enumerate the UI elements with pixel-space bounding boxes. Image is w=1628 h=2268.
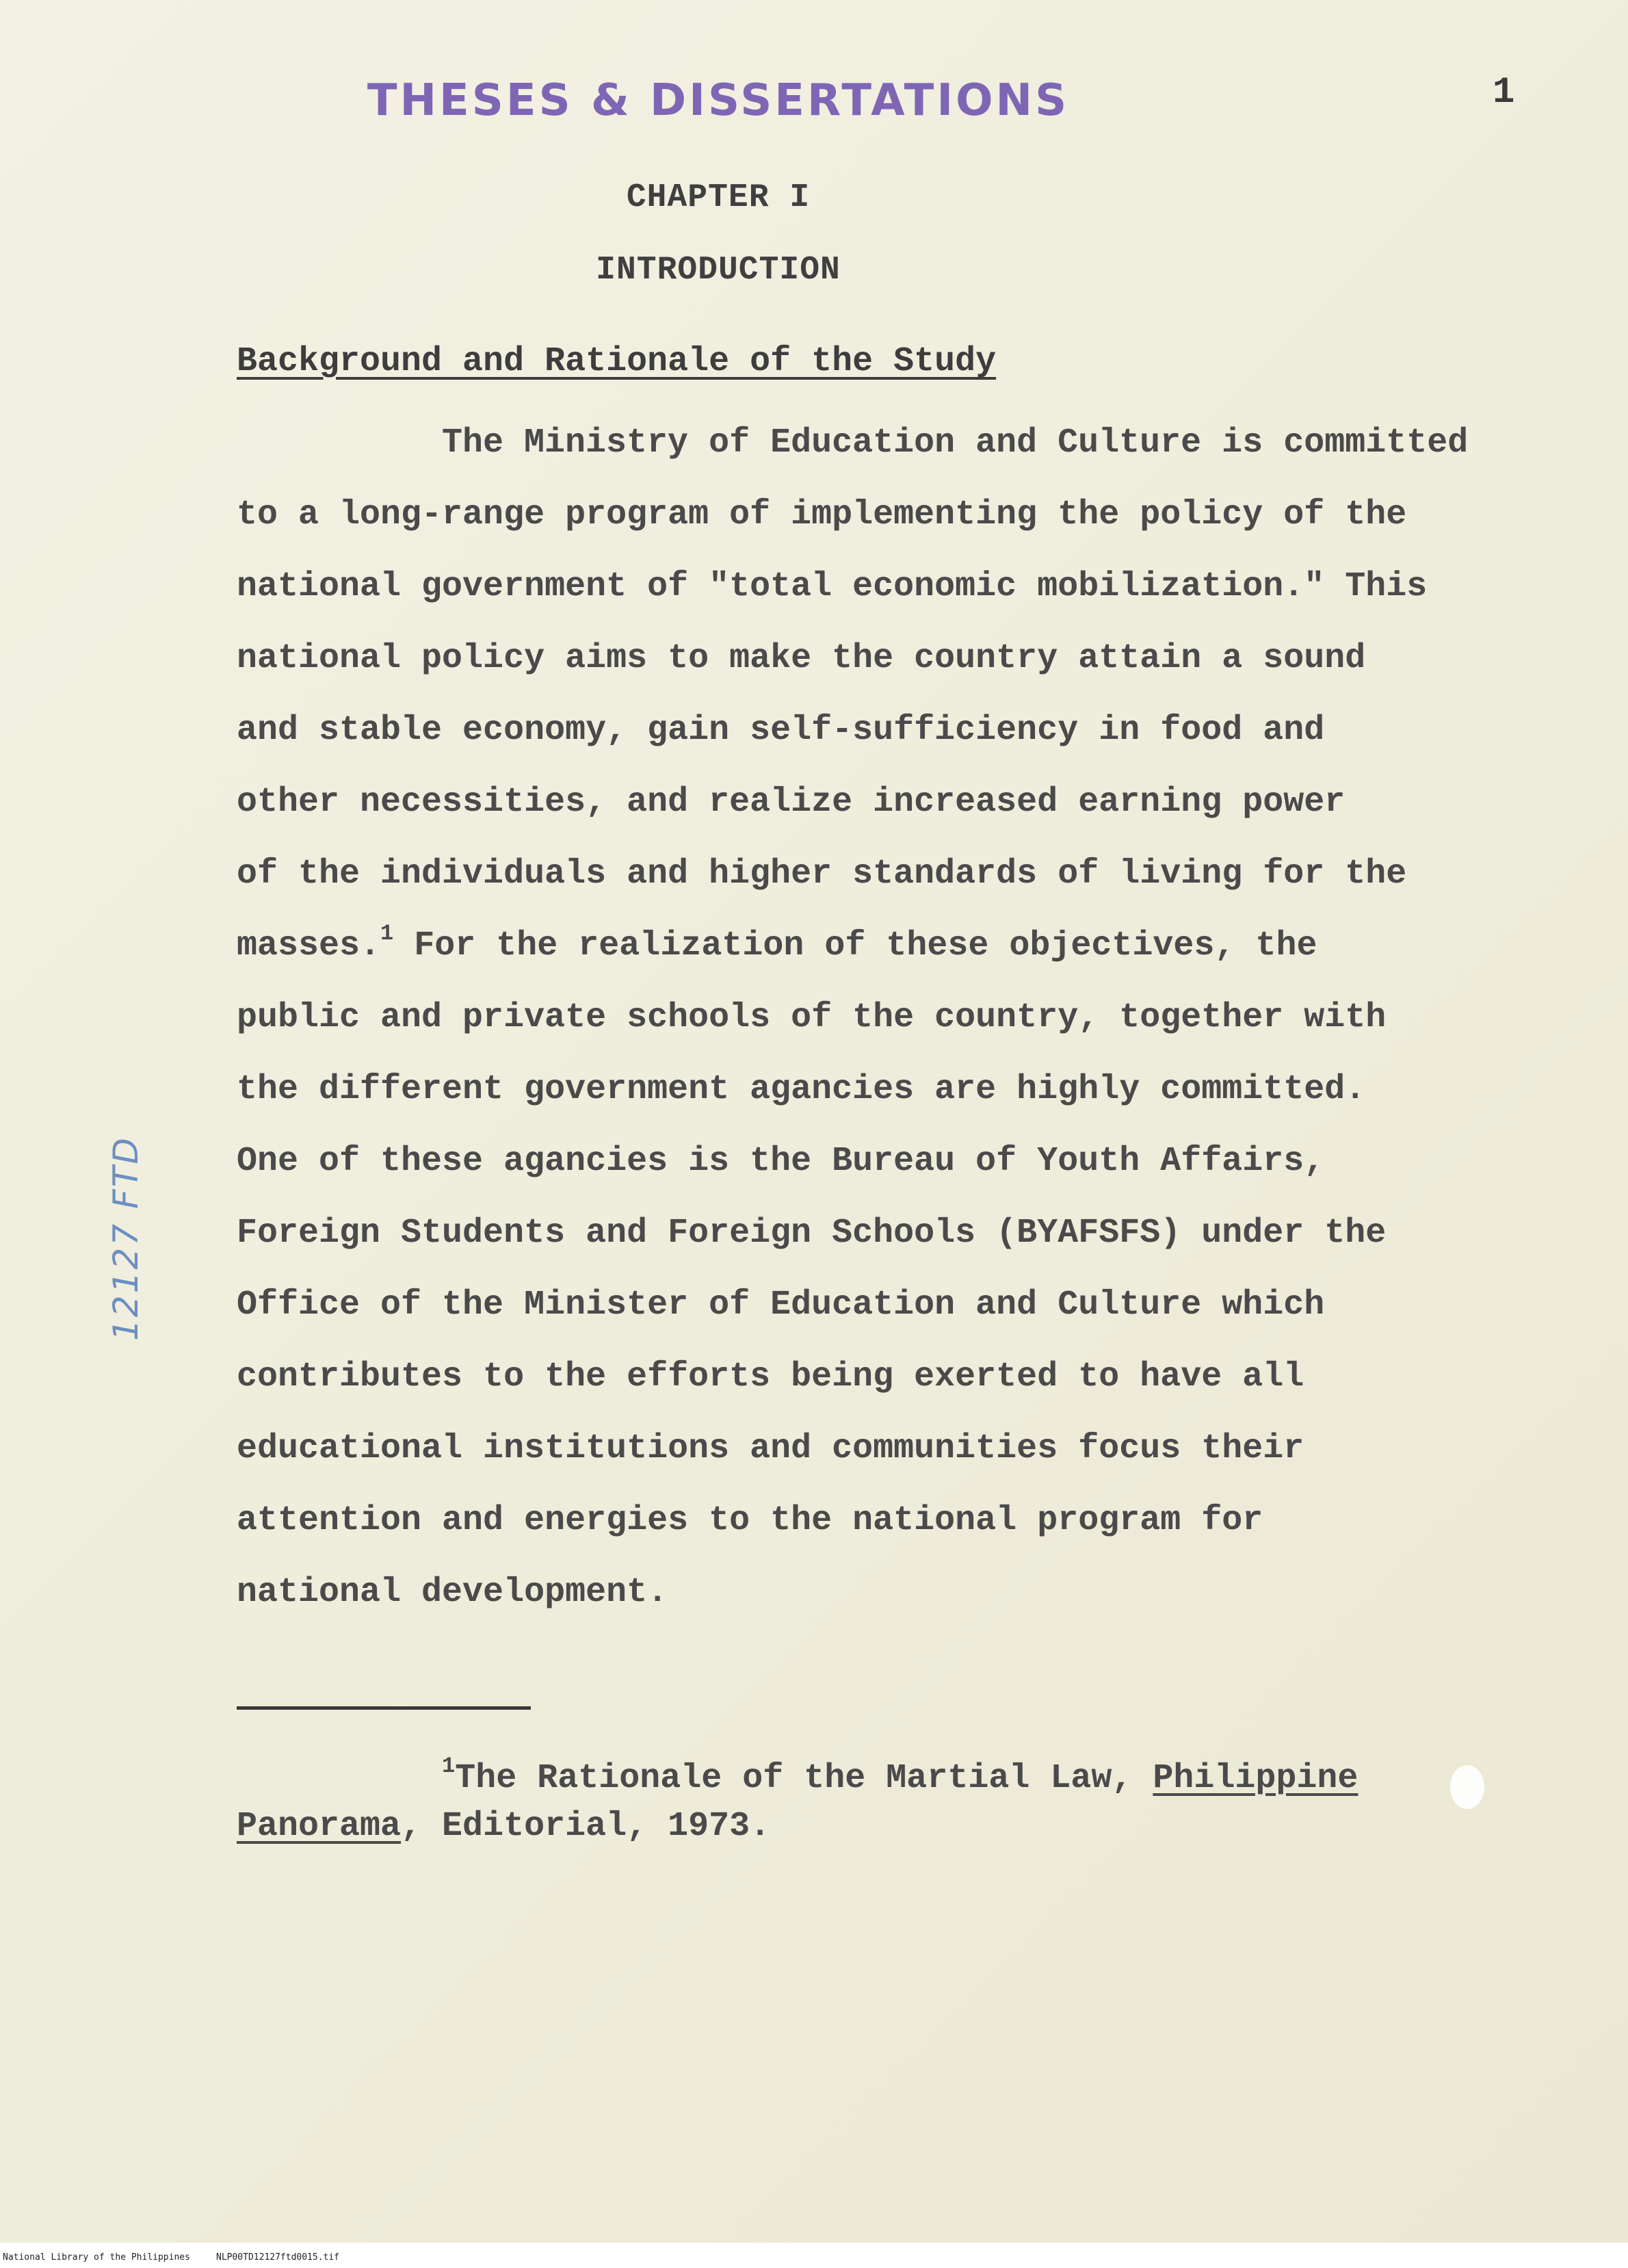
body-line: national policy aims to make the country attain a sound xyxy=(237,639,1366,678)
body-paragraph xyxy=(237,407,1577,1628)
footnote-reference: 1 xyxy=(380,921,394,946)
body-line: masses.$^1$ For the realization of these objectives, the xyxy=(237,921,1317,965)
body-line: contributes to the efforts being exerted to have all xyxy=(237,1357,1304,1396)
library-caption: National Library of the Philippines xyxy=(3,2252,190,2263)
body-line: educational institutions and communities focus their xyxy=(237,1429,1304,1468)
body-line: One of these agancies is the Bureau of Youth Affairs, xyxy=(237,1142,1325,1181)
body-line: the different government agancies are highly committed. xyxy=(237,1070,1366,1109)
body-line: Foreign Students and Foreign Schools (BYAFSFS) under the xyxy=(237,1214,1387,1253)
body-line: attention and energies to the national program for xyxy=(237,1501,1263,1540)
body-line: Office of the Minister of Education and Culture which xyxy=(237,1286,1325,1325)
footnote-line: Panorama, Editorial, 1973. xyxy=(237,1807,771,1846)
file-name-caption: NLP00TD12127ftd0015.tif xyxy=(216,2252,340,2263)
body-line: to a long-range program of implementing the policy of the xyxy=(237,495,1407,534)
chapter-title: CHAPTER I xyxy=(626,179,811,216)
body-line: public and private schools of the country, together with xyxy=(237,998,1387,1037)
body-line: of the individuals and higher standards of living for the xyxy=(237,855,1407,894)
scan-caption-bar xyxy=(0,2243,1628,2268)
handwritten-margin-note: 12127 FTD xyxy=(106,1136,146,1341)
body-line: The Ministry of Education and Culture is committed xyxy=(442,423,1469,462)
theses-dissertations-stamp: THESES & DISSERTATIONS xyxy=(367,75,1070,126)
footnote-line: $^1$The Rationale of the Martial Law, Philippine xyxy=(442,1754,1358,1798)
footnote xyxy=(237,1755,1536,1851)
body-line: and stable economy, gain self-sufficiency in food and xyxy=(237,711,1325,750)
page-number: 1 xyxy=(1493,72,1515,114)
footnote-marker: 1 xyxy=(442,1754,456,1779)
body-line: other necessities, and realize increased earning power xyxy=(237,783,1345,822)
footnote-source-title: Panorama xyxy=(237,1807,402,1846)
footnote-source-title: Philippine xyxy=(1153,1759,1358,1798)
footnote-divider xyxy=(237,1706,531,1710)
paper-damage-spot xyxy=(1450,1765,1484,1809)
section-heading: Background and Rationale of the Study xyxy=(237,342,997,381)
chapter-subtitle: INTRODUCTION xyxy=(596,252,841,289)
body-line: national government of "total economic mobilization." This xyxy=(237,567,1428,606)
body-line: national development. xyxy=(237,1573,668,1612)
